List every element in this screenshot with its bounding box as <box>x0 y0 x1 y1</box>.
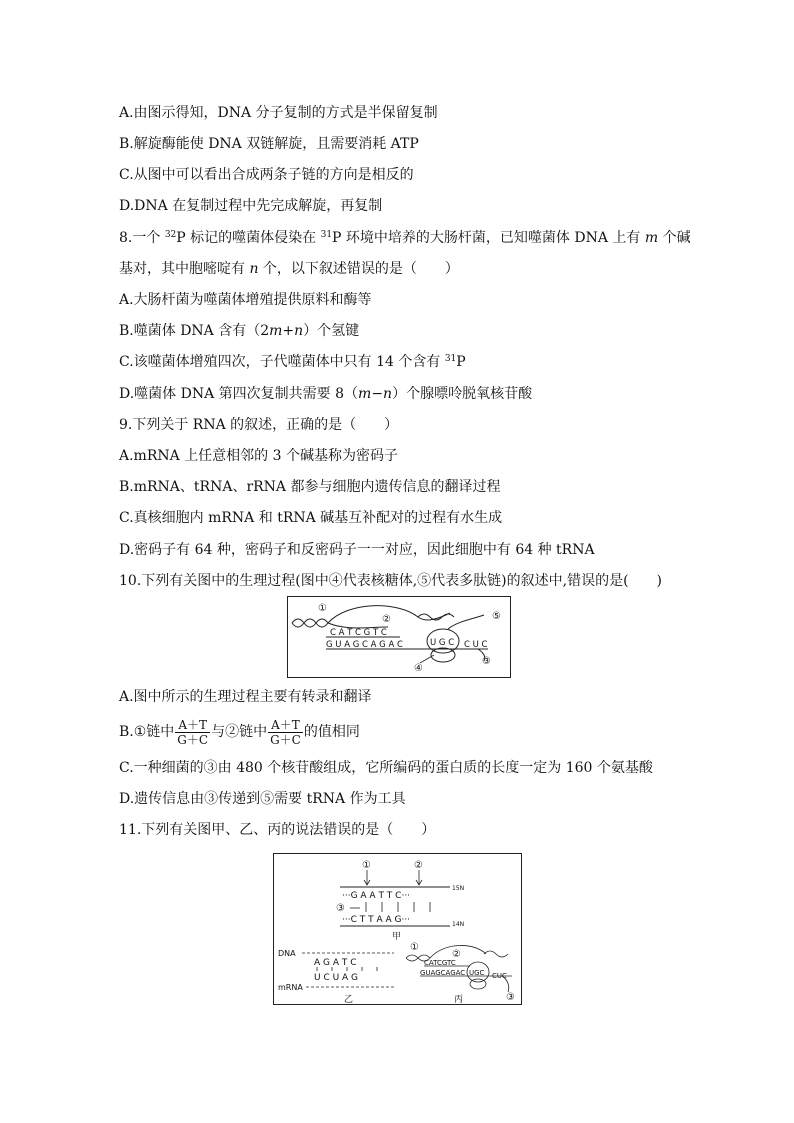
q10-bottom-seq: G U A G C A G A C <box>326 640 403 650</box>
q10-label-2: ② <box>382 614 391 625</box>
q11-figure <box>273 853 522 1005</box>
q9-option-b: B.mRNA、tRNA、rRNA 都参与细胞内遗传信息的翻译过程 <box>119 479 501 495</box>
q11-yi-row-bot: U C U A G <box>314 973 359 983</box>
q11-yi-row-top: A G A T C <box>314 958 357 968</box>
q10-figure <box>287 596 511 678</box>
q8-stem-line1: 8.一个 $^{32}$P 标记的噬菌体侵染在 $^{31}$P 环境中培养的大肠杆菌，已知噬菌体 DNA 上有 m 个碱 <box>119 230 691 246</box>
q10-stem: 10.下列有关图中的生理过程(图中④代表核糖体,⑤代表多肽链)的叙述中,错误的是( ) <box>119 573 663 589</box>
q10-ribosome-small <box>431 648 455 662</box>
q10-label-4: ④ <box>414 663 423 674</box>
q8-option-c: C.该噬菌体增殖四次，子代噬菌体中只有 14 个含有 $^{31}$P <box>119 354 466 370</box>
q11-yi-name: 乙 <box>344 995 354 1004</box>
q10-helix-left-a <box>292 619 328 627</box>
q11-diagrams <box>274 854 521 1004</box>
q11-stem: 11.下列有关图甲、乙、丙的说法错误的是（ ） <box>119 822 436 838</box>
q7-option-a: A.由图示得知，DNA 分子复制的方式是半保留复制 <box>119 105 438 121</box>
q7-option-d: D.DNA 在复制过程中先完成解旋，再复制 <box>119 198 383 214</box>
q11-yi-mrna-label: mRNA <box>278 983 303 992</box>
q11-bing-label-1: ① <box>410 942 419 953</box>
q10-helix-left-b <box>292 619 328 627</box>
q8-option-d: D.噬菌体 DNA 第四次复制共需要 8（m−n）个腺嘌呤脱氧核苷酸 <box>119 386 533 402</box>
q8-option-b: B.噬菌体 DNA 含有（2m+n）个氢键 <box>119 323 360 339</box>
q11-jia-label-1: ① <box>362 860 371 871</box>
q9-stem: 9.下列关于 RNA 的叙述，正确的是（ ） <box>119 417 399 433</box>
q10-label-3: ③ <box>482 656 491 667</box>
q7-option-c: C.从图中可以看出合成两条子链的方向是相反的 <box>119 167 414 183</box>
q11-bing-label-3: ③ <box>506 992 515 1003</box>
q9-option-c: C.真核细胞内 mRNA 和 tRNA 碱基互补配对的过程有水生成 <box>119 510 503 526</box>
q11-jia-iso-top: 15N <box>452 885 465 892</box>
q10-option-a: A.图中所示的生理过程主要有转录和翻译 <box>119 689 372 705</box>
q11-bing-name: 丙 <box>454 995 464 1004</box>
q11-jia-label-3: ③ <box>336 903 345 914</box>
q11-yi-dna-label: DNA <box>278 949 296 958</box>
q10-fraction-2: $\frac{A+T}{G+C}$ <box>270 717 301 747</box>
q11-jia-label-2: ② <box>414 860 423 871</box>
q10-label-4-pointer <box>420 655 434 663</box>
q11-bing-ribosome-small <box>470 979 486 989</box>
q10-option-c: C.一种细菌的③由 480 个核苷酸组成，它所编码的蛋白质的长度一定为 160 个氨基酸 <box>119 760 653 776</box>
q10-option-b: B.①链中 $\frac{A+T}{G+C}$ 与②链中 $\frac{A+T}{G+C}$ 的值相同 <box>119 717 360 747</box>
q9-option-d: D.密码子有 64 种，密码子和反密码子一一对应，因此细胞中有 64 种 tRNA <box>119 542 595 558</box>
q7-option-b: B.解旋酶能使 DNA 双链解旋，且需要消耗 ATP <box>119 136 419 152</box>
q11-jia-iso-bot: 14N <box>452 921 465 928</box>
q10-option-d: D.遗传信息由③传递到⑤需要 tRNA 作为工具 <box>119 791 406 807</box>
q10-fraction-1: $\frac{A+T}{G+C}$ <box>177 717 209 747</box>
q10-label-5: ⑤ <box>492 611 501 622</box>
q11-bing-label-2: ② <box>452 949 461 960</box>
q11-bing-bottom-seq: GUAGCAGAC <box>420 969 466 977</box>
q11-bing-ribo-seq: UGC <box>469 969 485 977</box>
q8-option-a: A.大肠杆菌为噬菌体增殖提供原料和酶等 <box>119 292 372 308</box>
q11-bing-helix-right <box>484 951 508 957</box>
q10-transcription-translation-diagram <box>288 597 510 677</box>
q8-stem-line2: 基对，其中胞嘧啶有 n 个，以下叙述错误的是（ ） <box>119 261 459 277</box>
q11-jia-row-bot: ···C T T A A G··· <box>342 915 411 925</box>
q10-label-1: ① <box>318 603 327 614</box>
q9-option-a: A.mRNA 上任意相邻的 3 个碱基称为密码子 <box>119 448 398 464</box>
q11-bing-right-seq: CUC <box>492 972 507 980</box>
q11-jia-bonds <box>366 902 430 912</box>
q11-jia-name: 甲 <box>392 932 402 942</box>
q10-right-seq: C U C <box>464 640 488 650</box>
q11-jia-row-top: ···G A A T T C··· <box>342 891 411 901</box>
q10-ribo-seq: U G C <box>430 638 455 648</box>
q11-bing-top-seq: CATCGTC <box>424 959 456 967</box>
q10-top-seq: C A T C G T C <box>330 628 387 638</box>
